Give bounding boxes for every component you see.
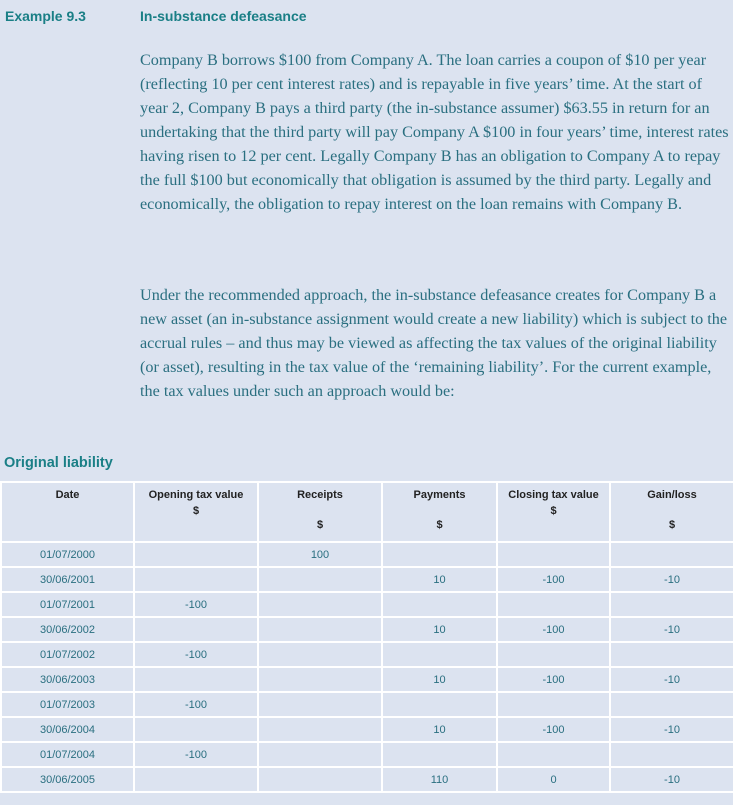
cell-date: 01/07/2003 bbox=[1, 692, 134, 717]
table-row bbox=[1, 692, 733, 717]
table-header-row bbox=[1, 482, 733, 542]
cell-gain-loss bbox=[610, 742, 733, 767]
table-row bbox=[1, 542, 733, 567]
cell-gain-loss: -10 bbox=[610, 617, 733, 642]
cell-payments bbox=[382, 592, 497, 617]
col-header-closing-tax-value: Closing tax value $ bbox=[497, 482, 610, 542]
cell-gain-loss bbox=[610, 692, 733, 717]
cell-receipts bbox=[258, 767, 382, 792]
cell-closing bbox=[497, 742, 610, 767]
cell-closing bbox=[497, 542, 610, 567]
cell-payments: 10 bbox=[382, 667, 497, 692]
cell-receipts: 100 bbox=[258, 542, 382, 567]
cell-closing bbox=[497, 642, 610, 667]
cell-date: 01/07/2004 bbox=[1, 742, 134, 767]
cell-opening bbox=[134, 567, 258, 592]
original-liability-table bbox=[0, 481, 733, 793]
col-header-gain-loss: Gain/loss $ bbox=[610, 482, 733, 542]
table-row bbox=[1, 767, 733, 792]
cell-opening bbox=[134, 542, 258, 567]
cell-receipts bbox=[258, 742, 382, 767]
cell-payments bbox=[382, 742, 497, 767]
cell-receipts bbox=[258, 617, 382, 642]
table-heading: Original liability bbox=[4, 455, 113, 471]
table-row bbox=[1, 592, 733, 617]
cell-payments bbox=[382, 542, 497, 567]
table-row bbox=[1, 717, 733, 742]
cell-closing: 0 bbox=[497, 767, 610, 792]
cell-receipts bbox=[258, 567, 382, 592]
paragraph-scenario: Company B borrows $100 from Company A. The loan carries a coupon of $10 per year (reflecting 10 per cent interest rates) and is repayable in five years’ time. At the start of year 2, Company B pays a third party (the in-substance assumer) $63.55 in return for an undertaking that the third party will pay Company A $100 in four years’ time, interest rates having risen to 12 per cent. Legally Company B has an obligation to Company A to repay the full $100 but economically that obligation is assumed by the third party. Legally and economically, the obligation to repay interest on the loan remains with Company B. bbox=[140, 51, 729, 213]
cell-gain-loss bbox=[610, 642, 733, 667]
table-row bbox=[1, 617, 733, 642]
example-number: Example 9.3 bbox=[5, 8, 86, 24]
cell-payments: 10 bbox=[382, 567, 497, 592]
cell-receipts bbox=[258, 717, 382, 742]
example-title: In-substance defeasance bbox=[140, 8, 307, 24]
cell-date: 30/06/2005 bbox=[1, 767, 134, 792]
cell-gain-loss bbox=[610, 542, 733, 567]
cell-receipts bbox=[258, 592, 382, 617]
cell-payments: 110 bbox=[382, 767, 497, 792]
cell-gain-loss: -10 bbox=[610, 667, 733, 692]
cell-receipts bbox=[258, 642, 382, 667]
cell-payments: 10 bbox=[382, 617, 497, 642]
cell-opening bbox=[134, 717, 258, 742]
col-header-opening-tax-value: Opening tax value $ bbox=[134, 482, 258, 542]
paragraph-approach: Under the recommended approach, the in-substance defeasance creates for Company B a new asset (an in-substance assignment would create a new liability) which is subject to the accrual rules – and thus may be viewed as affecting the tax values of the original liability (or asset), resulting in the tax value of the ‘remaining liability’. For the current example, the tax values under such an approach would be: bbox=[140, 286, 728, 400]
cell-opening: -100 bbox=[134, 742, 258, 767]
cell-payments: 10 bbox=[382, 717, 497, 742]
cell-payments bbox=[382, 692, 497, 717]
cell-opening: -100 bbox=[134, 692, 258, 717]
cell-closing: -100 bbox=[497, 667, 610, 692]
cell-opening: -100 bbox=[134, 642, 258, 667]
cell-date: 30/06/2004 bbox=[1, 717, 134, 742]
table-row bbox=[1, 742, 733, 767]
table-row bbox=[1, 667, 733, 692]
cell-closing: -100 bbox=[497, 617, 610, 642]
cell-date: 30/06/2001 bbox=[1, 567, 134, 592]
table-row bbox=[1, 567, 733, 592]
cell-date: 01/07/2000 bbox=[1, 542, 134, 567]
table-row bbox=[1, 642, 733, 667]
cell-gain-loss bbox=[610, 592, 733, 617]
cell-receipts bbox=[258, 692, 382, 717]
cell-opening: -100 bbox=[134, 592, 258, 617]
cell-opening bbox=[134, 767, 258, 792]
cell-date: 01/07/2001 bbox=[1, 592, 134, 617]
cell-date: 30/06/2002 bbox=[1, 617, 134, 642]
cell-closing bbox=[497, 592, 610, 617]
cell-closing: -100 bbox=[497, 717, 610, 742]
cell-date: 30/06/2003 bbox=[1, 667, 134, 692]
cell-gain-loss: -10 bbox=[610, 717, 733, 742]
cell-closing: -100 bbox=[497, 567, 610, 592]
col-header-date: Date bbox=[1, 482, 134, 542]
col-header-payments: Payments $ bbox=[382, 482, 497, 542]
cell-closing bbox=[497, 692, 610, 717]
cell-receipts bbox=[258, 667, 382, 692]
cell-gain-loss: -10 bbox=[610, 767, 733, 792]
cell-opening bbox=[134, 667, 258, 692]
cell-payments bbox=[382, 642, 497, 667]
cell-date: 01/07/2002 bbox=[1, 642, 134, 667]
col-header-receipts: Receipts $ bbox=[258, 482, 382, 542]
cell-opening bbox=[134, 617, 258, 642]
cell-gain-loss: -10 bbox=[610, 567, 733, 592]
